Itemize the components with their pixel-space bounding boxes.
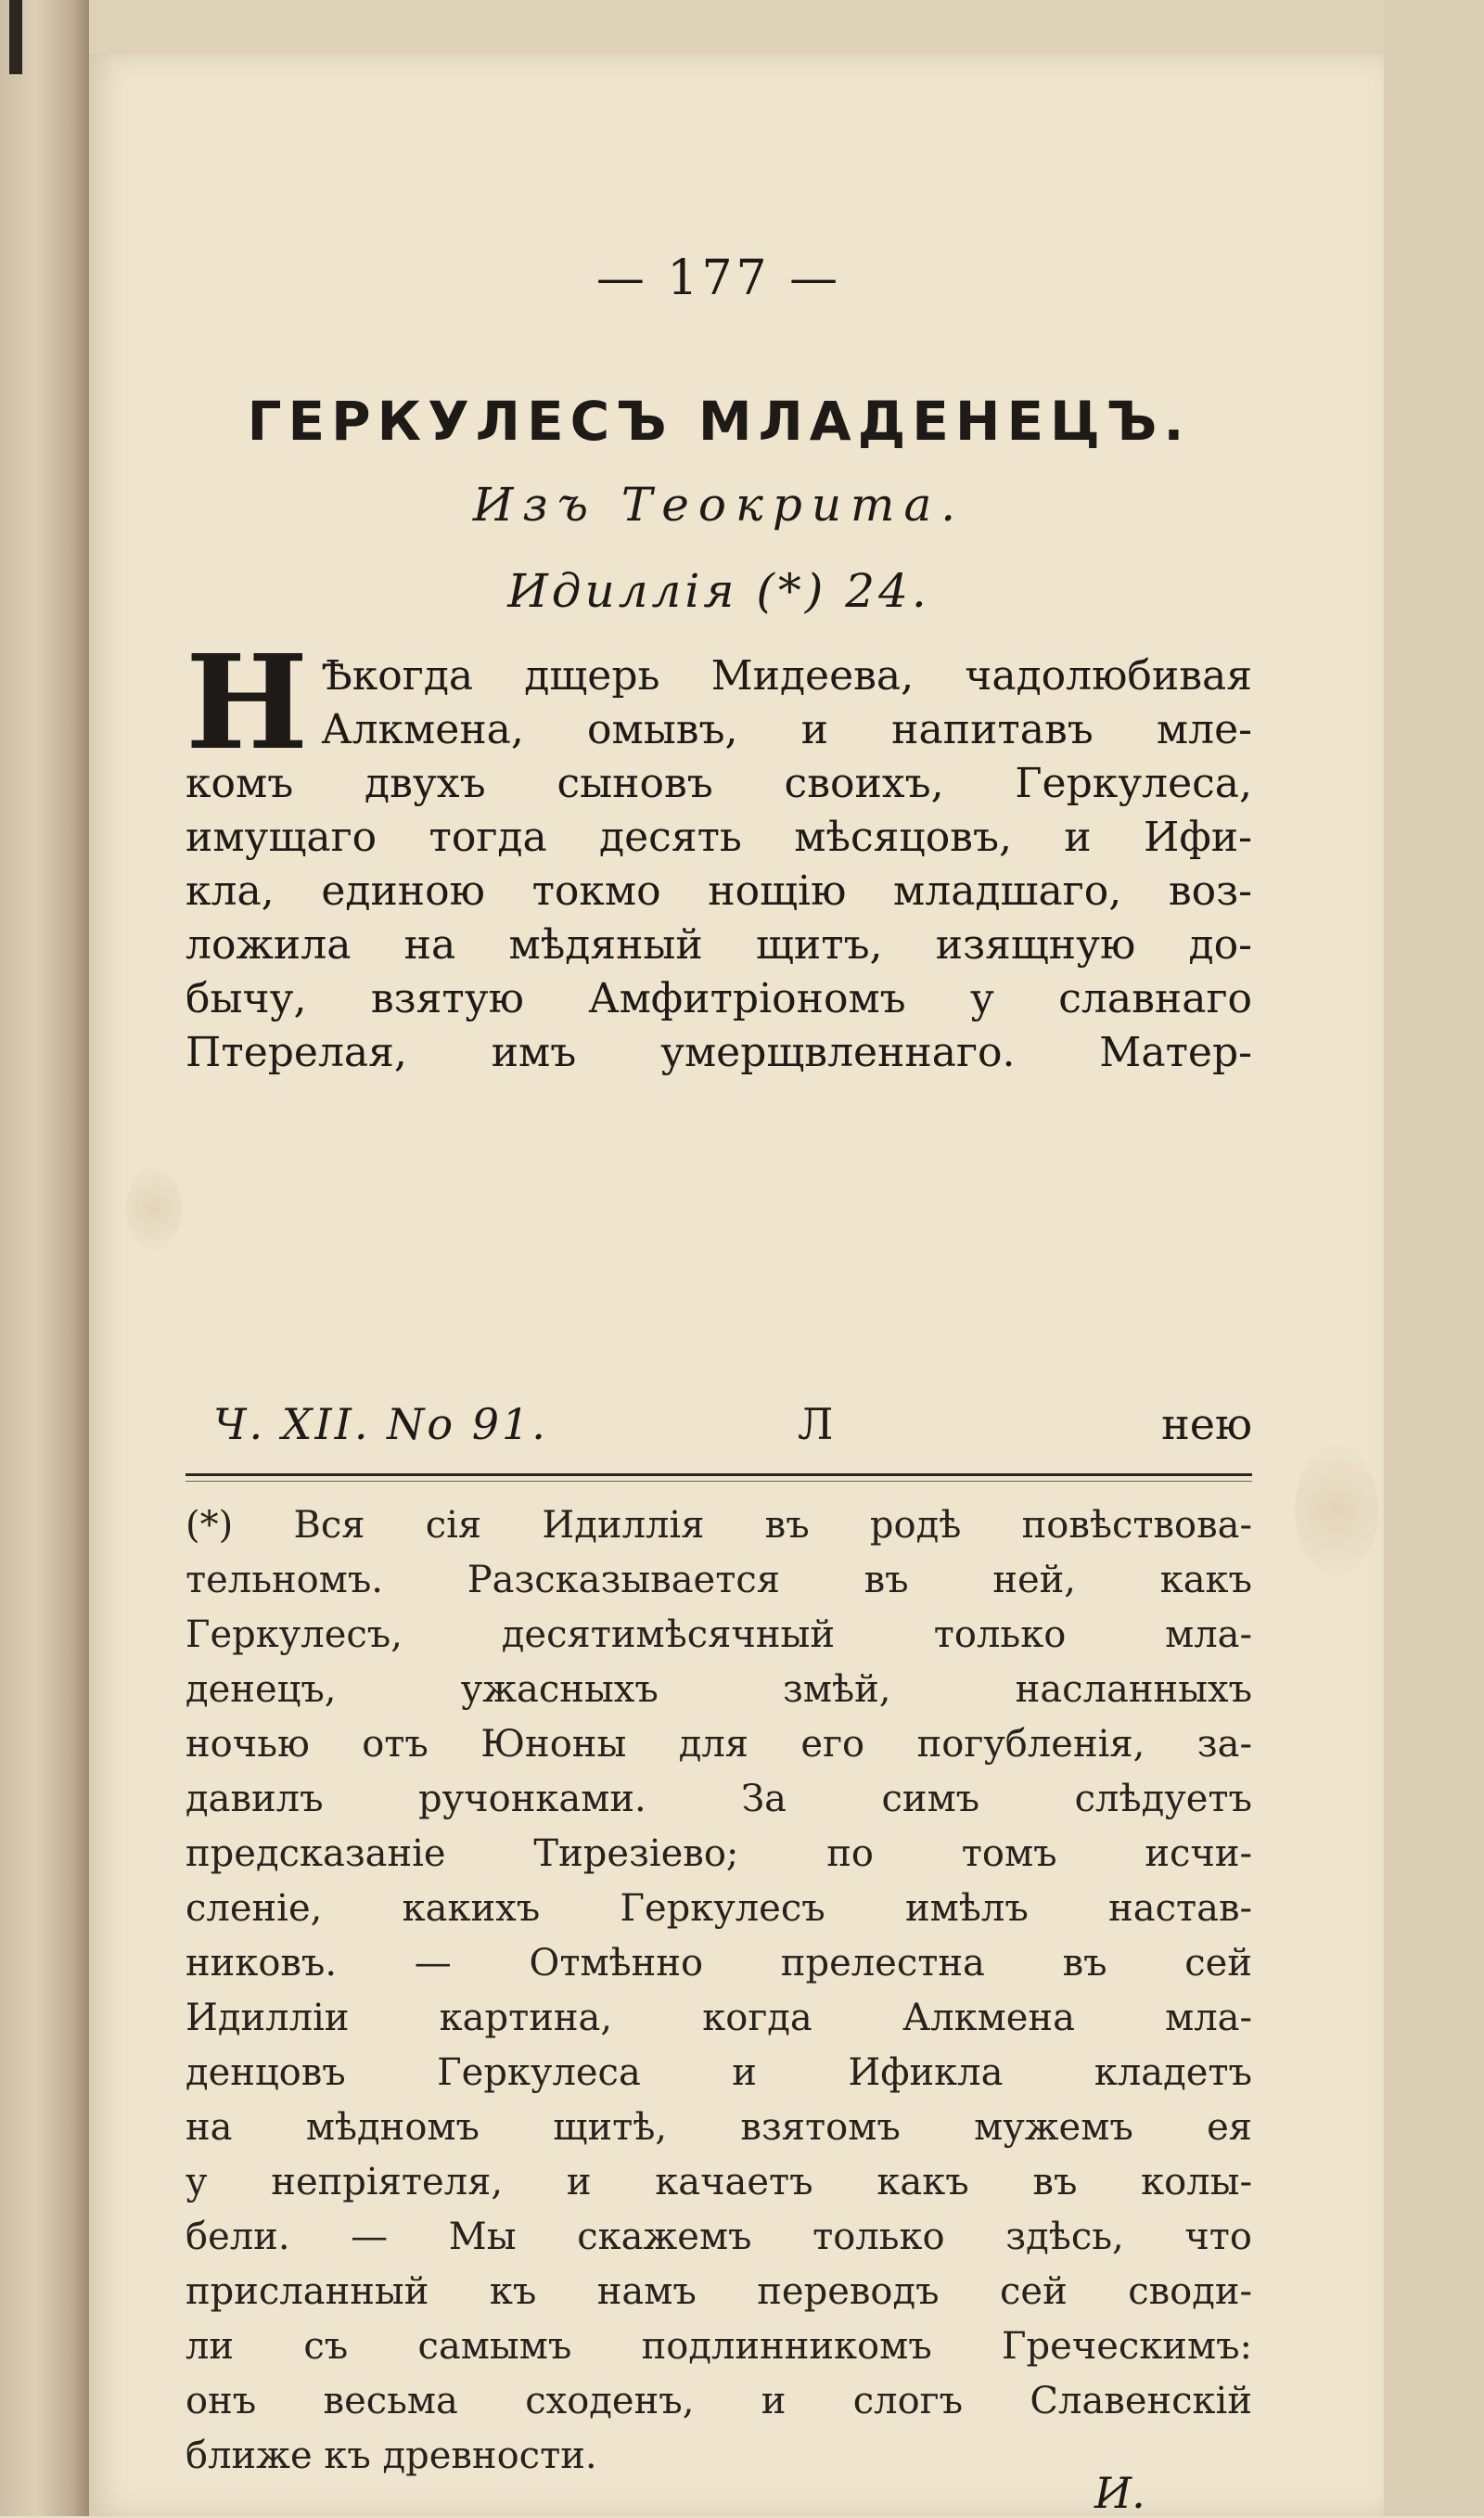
footnote-line: онъ весьма сходенъ, и слогъ Славенскій (186, 2380, 1252, 2422)
footnote-line: у непріятеля, и качаетъ какъ въ колы- (186, 2161, 1252, 2203)
binding-shadow (9, 0, 22, 74)
footnote-line: давилъ ручонками. За симъ слѣдуетъ (186, 1778, 1252, 1820)
footnote-line: (*) Вся сія Идиллія въ родѣ повѣствова- (186, 1504, 1252, 1547)
text-line: Алкмена, омывъ, и напитавъ мле- (321, 706, 1252, 753)
footnote-line: Геркулесъ, десятимѣсячный только мла- (186, 1613, 1252, 1656)
footnote-line: ближе къ древности. (186, 2434, 597, 2477)
text-line: Ѣкогда дщерь Мидеева, чадолюбивая (321, 652, 1252, 700)
signature-letter: Л (798, 1399, 834, 1449)
footnote-line: денцовъ Геркулеса и Ификла кладетъ (186, 2051, 1252, 2094)
footnote-line: присланный къ намъ переводъ сей своди- (186, 2270, 1252, 2313)
book-spine-edge (0, 0, 89, 2516)
poem-subtitle: Изъ Теокрита. (472, 478, 966, 532)
footnote-line: предсказаніе Тирезіево; по томъ исчи- (186, 1832, 1252, 1875)
footnote-line: бели. — Мы скажемъ только здѣсь, что (186, 2216, 1252, 2258)
main-text (186, 627, 1252, 1080)
paper-stain (126, 1167, 182, 1251)
footnote (186, 1498, 1252, 2484)
text-line: имущаго тогда десять мѣсяцовъ, и Ифи- (186, 814, 1252, 861)
footnote-line: никовъ. — Отмѣнно прелестна въ сей (186, 1942, 1252, 1985)
footnote-rule (186, 1473, 1252, 1476)
footnote-line: на мѣдномъ щитѣ, взятомъ мужемъ ея (186, 2106, 1252, 2149)
drop-cap: Н (186, 627, 309, 779)
footnote-line: ночью отъ Юноны для его погубленія, за- (186, 1723, 1252, 1766)
text-line: Птерелая, имъ умерщвленнаго. Матер- (186, 1029, 1252, 1076)
catchword-top: нею (1161, 1399, 1252, 1449)
scan-background-top (89, 0, 1384, 54)
signature-line (213, 1399, 1252, 1453)
footnote-line: Идилліи картина, когда Алкмена мла- (186, 1997, 1252, 2039)
footnote-rule-thin (186, 1481, 1252, 1482)
text-line: бычу, взятую Амфитріономъ у славнаго (186, 975, 1252, 1022)
text-line: кла, единою токмо нощію младшаго, воз- (186, 867, 1252, 915)
text-line: комъ двухъ сыновъ своихъ, Геркулеса, (186, 760, 1252, 807)
idyll-heading: Идиллія (*) 24. (507, 564, 930, 618)
footnote-line: тельномъ. Разсказывается въ ней, какъ (186, 1559, 1252, 1601)
page-number: — 177 — (595, 251, 842, 306)
poem-title: ГЕРКУЛЕСЪ МЛАДЕНЕЦЪ. (247, 390, 1191, 453)
footnote-line: сленіе, какихъ Геркулесъ имѣлъ настав- (186, 1887, 1252, 1930)
footnote-line: денецъ, ужасныхъ змѣй, насланныхъ (186, 1668, 1252, 1711)
signature-mark: Ч. XII. No 91. (213, 1399, 548, 1449)
catchword: И. (1094, 2468, 1145, 2518)
scan-background-right (1384, 0, 1484, 2516)
paper-stain (1295, 1445, 1378, 1575)
text-line: ложила на мѣдяный щитъ, изящную до- (186, 921, 1252, 969)
footnote-line: ли съ самымъ подлинникомъ Греческимъ: (186, 2325, 1252, 2368)
